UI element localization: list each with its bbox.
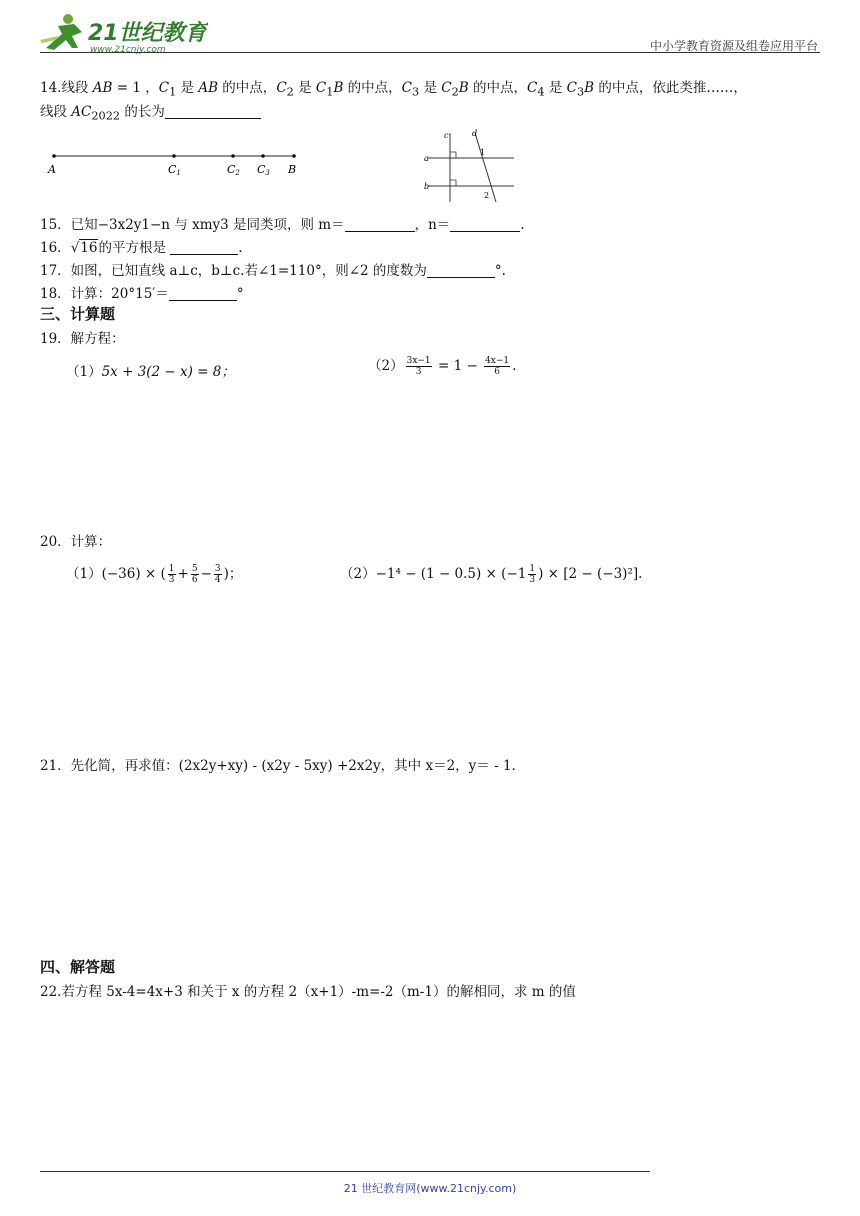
question-20-part1: （1）(−36) × ( $\frac{1}{3}$ + $\frac{5}{6}$ − $\frac{3}{4}$ )； (66, 564, 243, 585)
question-17: 17．如图，已知直线 a⊥c，b⊥c.若∠1=110°，则∠2 的度数为 °. (40, 263, 506, 279)
svg-text:B: B (288, 163, 297, 176)
svg-text:C1: C1 (168, 163, 181, 177)
footer-link[interactable]: 21 世纪教育网(www.21cnjy.com) (343, 1182, 517, 1195)
section-4-heading: 四、解答题 (40, 958, 116, 976)
svg-text:2: 2 (484, 191, 490, 200)
question-15: 15．已知−3x2y1−n 与 xmy3 是同类项，则 m＝ ，n＝ . (40, 217, 525, 233)
segment-figure (44, 148, 304, 180)
site-logo (38, 10, 208, 56)
answer-blank-15-n[interactable] (450, 217, 520, 232)
svg-text:d: d (472, 129, 478, 138)
svg-text:1: 1 (480, 148, 486, 157)
question-14-line2: 线段 $AC_{2022}$ 的长为 (40, 100, 261, 123)
svg-text:www.21cnjy.com: www.21cnjy.com (90, 45, 166, 55)
svg-text:C2: C2 (227, 163, 240, 177)
question-19-part2: （2） $\frac{3x-1}{3}$ = 1 − $\frac{4x-1}{6}$ . (368, 356, 517, 377)
answer-blank-18[interactable] (169, 286, 237, 301)
parallel-lines-figure (420, 128, 520, 204)
runner-icon (40, 14, 82, 50)
platform-label: 中小学教育资源及组卷应用平台 (649, 39, 818, 53)
question-22: 22.若方程 5x-4=4x+3 和关于 x 的方程 2（x+1）-m=-2（m-1）的解相同，求 m 的值 (40, 984, 576, 1000)
question-18: 18．计算：20°15′＝ ° (40, 286, 244, 302)
question-19-part1: （1）5x + 3(2 − x) = 8； (66, 364, 235, 380)
answer-blank-16[interactable] (170, 240, 238, 255)
header-divider (40, 52, 820, 53)
question-21: 21．先化简，再求值：(2x2y+xy) ‐ (x2y ‐ 5xy) +2x2y，其中 x＝2，y＝ ‐ 1. (40, 758, 516, 774)
svg-text:c: c (444, 131, 449, 140)
question-20-part2: （2）−1⁴ − (1 − 0.5) × (−1 $\frac{1}{3}$ ) × [2 − (−3)²]. (340, 564, 643, 585)
svg-text:b: b (424, 182, 430, 191)
svg-text:a: a (424, 154, 429, 163)
answer-blank-15-m[interactable] (345, 217, 415, 232)
footer-divider (40, 1171, 650, 1172)
svg-text:A: A (48, 163, 56, 176)
answer-blank-14[interactable] (165, 104, 261, 119)
question-20-title: 20．计算： (40, 534, 112, 550)
section-3-heading: 三、计算题 (40, 305, 116, 323)
answer-blank-17[interactable] (427, 263, 495, 278)
question-19-title: 19．解方程： (40, 331, 125, 347)
question-16: 16．√16的平方根是 . (40, 240, 243, 256)
svg-text:C3: C3 (257, 163, 270, 177)
question-14-line1: 14.线段 AB = 1 ，$C_1$ 是 AB 的中点，$C_2$ 是 $C_1B$ 的中点，$C_3$ 是 $C_2B$ 的中点，$C_4$ 是 $C_3B$ 的中点，依此类推……， (40, 80, 747, 99)
svg-text:21世纪教育: 21世纪教育 (88, 21, 207, 46)
